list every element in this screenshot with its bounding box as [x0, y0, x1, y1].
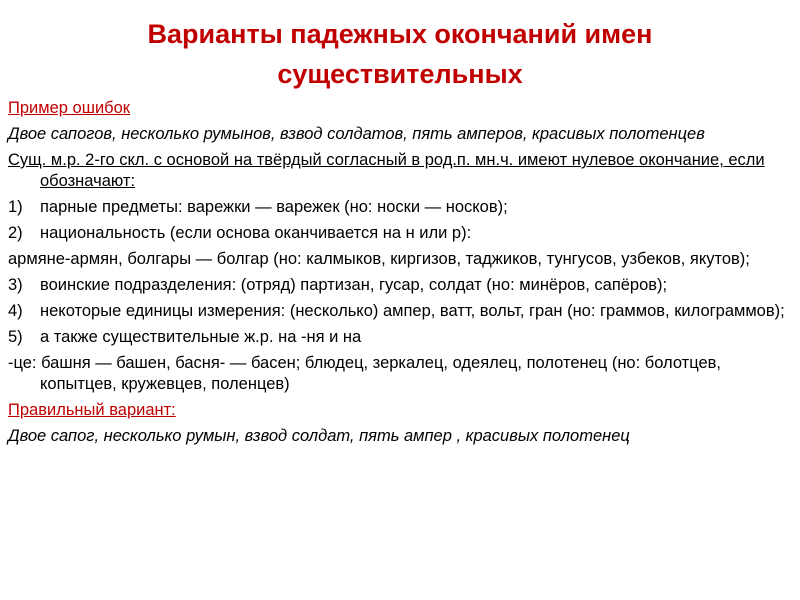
list-item-5	[8, 327, 790, 348]
list-item-number: 2)	[8, 224, 23, 242]
list-item-3	[8, 275, 790, 296]
list-item-text: национальность (если основа оканчивается на н или р):	[40, 224, 472, 242]
correct-variant-heading: Правильный вариант:	[8, 401, 176, 419]
list-item-text: парные предметы: варежки — варежек (но: носки — носков);	[40, 198, 508, 216]
rule-text: Сущ. м.р. 2-го скл. с основой на твёрдый согласный в род.п. мн.ч. имеют нулевое окончание, если обозначают:	[8, 151, 765, 190]
list-item-number: 5)	[8, 328, 23, 346]
error-example-text: Двое сапогов, несколько румынов, взвод солдатов, пять амперов, красивых полотенцев	[8, 125, 705, 143]
list-item-2	[8, 223, 790, 244]
list-item-1	[8, 197, 790, 218]
nationality-examples: армяне-армян, болгары — болгар (но: калмыков, киргизов, таджиков, тунгусов, узбеков, якутов);	[8, 250, 750, 268]
slide-title: Варианты падежных окончаний имен существительных	[147, 19, 653, 89]
list-item-number: 1)	[8, 198, 23, 216]
feminine-examples: -це: башня — башен, басня- — басен; блюдец, зеркалец, одеялец, полотенец (но: болотцев, копытцев, кружевцев, поленцев)	[8, 354, 722, 393]
list-item-number: 4)	[8, 302, 23, 320]
list-item-text: воинские подразделения: (отряд) партизан, гусар, солдат (но: минёров, сапёров);	[40, 276, 668, 294]
error-example-heading: Пример ошибок	[8, 99, 131, 117]
correct-variant-text: Двое сапог, несколько румын, взвод солдат, пять ампер , красивых полотенец	[8, 427, 630, 445]
list-item-text: а также существительные ж.р. на -ня и на	[40, 328, 362, 346]
list-item-4	[8, 301, 790, 322]
list-item-text: некоторые единицы измерения: (несколько) ампер, ватт, вольт, гран (но: граммов, килограммов);	[40, 302, 785, 320]
slide-content	[8, 98, 790, 452]
list-item-number: 3)	[8, 276, 23, 294]
